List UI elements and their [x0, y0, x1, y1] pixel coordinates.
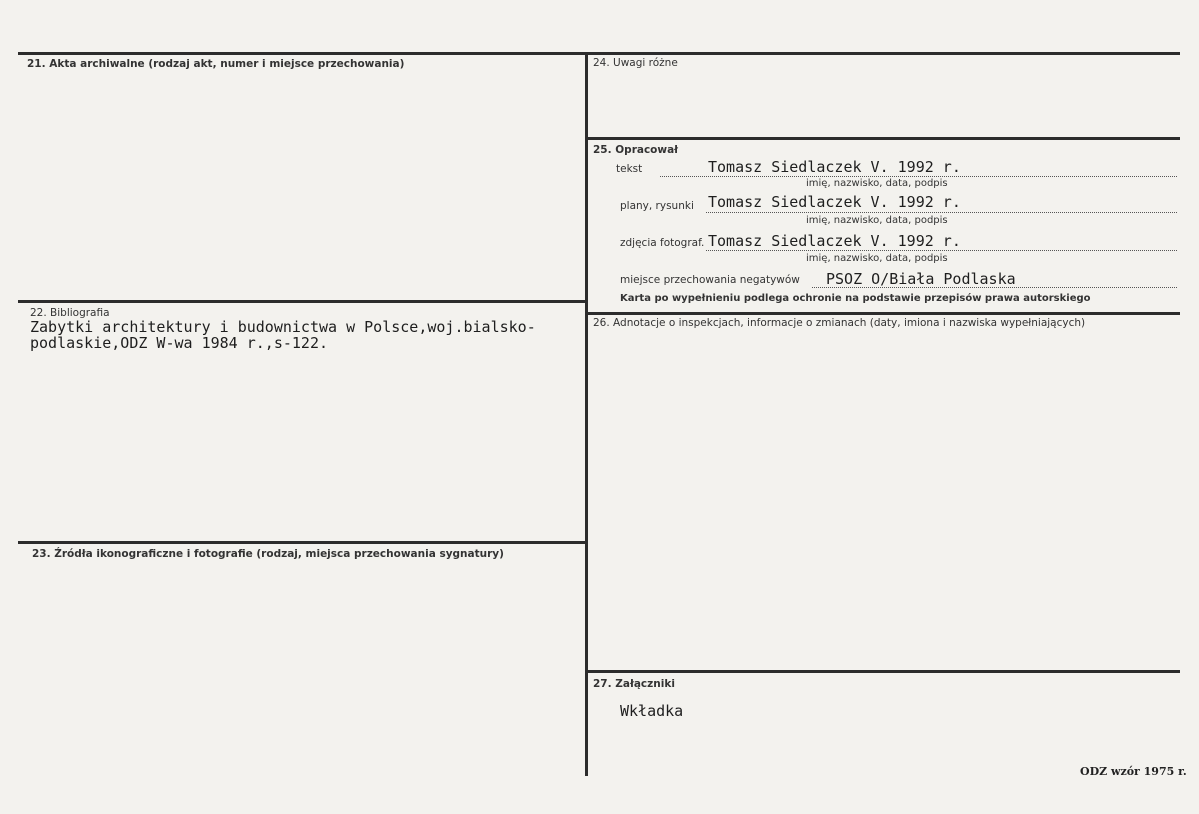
attachments-value: Wkładka: [620, 702, 684, 720]
negatives-label: miejsce przechowania negatywów: [620, 274, 800, 286]
row-text-value: Tomasz Siedlaczek V. 1992 r.: [708, 158, 961, 176]
form-version-footer: ODZ wzór 1975 r.: [1080, 765, 1187, 778]
row-photos-dotline: [706, 250, 1177, 251]
section-26-label: 26. Adnotacje o inspekcjach, informacje o zmianach (daty, imiona i nazwiska wypełniających): [593, 317, 1086, 329]
section-27-label: 27. Załączniki: [593, 678, 675, 690]
bibliography-line-2: podlaskie,ODZ W-wa 1984 r.,s-122.: [30, 334, 329, 352]
divider-22-23: [18, 541, 585, 544]
row-photos-caption: imię, nazwisko, data, podpis: [806, 253, 948, 264]
row-text-dotline: [660, 176, 1177, 177]
divider-26-27: [588, 670, 1180, 673]
row-photos-value: Tomasz Siedlaczek V. 1992 r.: [708, 232, 961, 250]
row-plans-value: Tomasz Siedlaczek V. 1992 r.: [708, 193, 961, 211]
negatives-value: PSOZ O/Biała Podlaska: [826, 270, 1016, 288]
bibliography-line-1: Zabytki architektury i budownictwa w Polsce,woj.bialsko-: [30, 318, 536, 336]
row-plans-label: plany, rysunki: [620, 200, 694, 212]
divider-24-25: [588, 137, 1180, 140]
row-plans-caption: imię, nazwisko, data, podpis: [806, 215, 948, 226]
section-24-label: 24. Uwagi różne: [593, 57, 678, 69]
top-rule: [18, 52, 1180, 55]
section-23-label: 23. Źródła ikonograficzne i fotografie (rodzaj, miejsca przechowania sygnatury): [32, 548, 504, 560]
row-photos-label: zdjęcia fotograf.: [620, 237, 705, 249]
row-text-label: tekst: [616, 163, 643, 175]
copyright-note: Karta po wypełnieniu podlega ochronie na podstawie przepisów prawa autorskiego: [620, 293, 1091, 304]
row-plans-dotline: [706, 212, 1177, 213]
divider-25-26: [588, 312, 1180, 315]
negatives-dotline: [812, 287, 1177, 288]
section-21-label: 21. Akta archiwalne (rodzaj akt, numer i miejsce przechowania): [27, 58, 405, 70]
section-25-label: 25. Opracował: [593, 144, 679, 156]
row-text-caption: imię, nazwisko, data, podpis: [806, 178, 948, 189]
column-divider: [585, 52, 588, 776]
section-22-label: 22. Bibliografia: [30, 307, 110, 319]
divider-21-22: [18, 300, 585, 303]
